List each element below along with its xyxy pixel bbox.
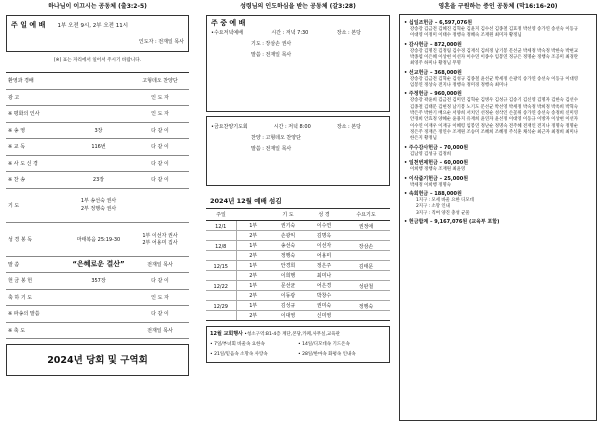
prayer-cell: 2부 xyxy=(236,311,270,321)
offering-names: 강송강 김명진 김정림 김수경 김재석 김희정 남기봉 문선균 박세정 박숙정 박한숙 박현교 박종엽 이은혜 이상현 이선자 이수연 이종수 임봉연 정규은 정명순 정행숙 조공미 최경란 최영주 하미나 황정님 무명 xyxy=(410,48,579,67)
service-time: 1부 오전 9시, 2부 오전 11시 xyxy=(57,23,129,29)
prayer-cell: 12/29 xyxy=(206,301,236,311)
offering-group: 1지구 : 모세 바울 요한 디모데 xyxy=(416,197,474,203)
fri-place: 장소 : 본당 xyxy=(336,124,361,130)
order-row xyxy=(6,122,189,139)
prayer-cell xyxy=(206,311,236,321)
prayer-cell xyxy=(206,291,236,301)
prayer-row xyxy=(206,251,390,261)
offering-heading: • 감사헌금 – 872,000원 xyxy=(404,41,462,48)
friday-service-box xyxy=(206,116,390,186)
wed-place: 장소 : 본당 xyxy=(336,30,361,36)
order-table xyxy=(6,72,189,339)
order-leader: 다 같 이 xyxy=(131,273,189,290)
order-item: 광 고 xyxy=(6,89,66,106)
service-title: 주 일 예 배 xyxy=(11,21,46,29)
order-leader: 인 도 자 xyxy=(131,289,189,306)
column-header: 성령님의 인도하심을 받는 공동체 (갈3:28) xyxy=(240,3,356,10)
order-item: 성 경 봉 독 xyxy=(6,222,66,256)
fri-time: 시간 : 저녁 8:00 xyxy=(273,124,311,130)
prayer-row xyxy=(206,311,390,321)
prayer-cell: 김명옥 xyxy=(306,231,342,241)
order-leader xyxy=(131,188,189,222)
prayer-cell: 손광익 xyxy=(270,231,306,241)
order-leader: 다 같 이 xyxy=(131,172,189,189)
standing-note: [※] 표는 자리에서 일어서 주시기 바랍니다. xyxy=(53,58,142,63)
events-cleaning: •청소구역:B1-4층 계단,본당,카페,사무실,교육관 xyxy=(244,332,340,337)
event-row xyxy=(210,340,386,350)
prayer-cell: 박창수 xyxy=(306,291,342,301)
order-item: ※ 축 도 xyxy=(6,322,66,339)
offering-names: 강송강 김금전 김혜진 김혁순 김윤지 김수선 김종철 김효정 박선영 송가연 송선숙 이동규 이대영 이정미 이태수 정행숙 정혜숙 조재원 최미자 황정님 xyxy=(410,27,579,39)
order-detail: 마태복음 25:19-30 xyxy=(66,222,131,256)
offering-list xyxy=(399,14,597,421)
prayer-cell xyxy=(342,291,390,301)
order-row xyxy=(6,188,189,222)
weekday-service-column xyxy=(206,0,390,363)
offering-names: 김남영 김성규 김정희 xyxy=(410,151,451,157)
fri-title: •금요찬양기도회 xyxy=(211,124,248,130)
wed-time: 시간 : 저녁 7:30 xyxy=(271,30,309,36)
service-leader: 인도자 : 전재일 목사 xyxy=(138,39,184,45)
prayer-cell: 권미숙 xyxy=(306,301,342,311)
order-item: 축 하 기 도 xyxy=(6,289,66,306)
weekday-title: 주 중 예 배 xyxy=(211,19,246,27)
prayer-cell xyxy=(342,251,390,261)
order-line: 2부 어용미 집사 xyxy=(142,240,178,246)
order-item: 기 도 xyxy=(6,188,66,222)
order-leader: 다 같 이 xyxy=(131,155,189,172)
order-leader: 전재일 목사 xyxy=(131,256,189,273)
prayer-cell: 송선숙 xyxy=(270,241,306,251)
order-detail: “은혜로운 결산” xyxy=(66,256,131,273)
prayer-cell: 문선균 xyxy=(270,281,306,291)
wednesday-service-box xyxy=(206,15,390,112)
wed-prayer: 기도 : 장삼손 권사 xyxy=(251,41,292,47)
column-header: 하나님이 이끄시는 공동체 (출3:2-5) xyxy=(48,3,147,10)
order-detail: 23장 xyxy=(66,172,131,189)
order-item: ※ 송 영 xyxy=(6,122,66,139)
offering-heading: • 십일조헌금 – 6,597,076원 xyxy=(404,20,473,26)
order-leader: 인 도 자 xyxy=(131,106,189,123)
order-line: 1부 이선자 권사 xyxy=(142,233,178,239)
order-row xyxy=(6,222,189,256)
sunday-service-box xyxy=(6,15,189,52)
prayer-cell: 2부 xyxy=(236,251,270,261)
order-row xyxy=(6,172,189,189)
order-detail xyxy=(66,306,131,323)
prayer-cell: 이대영 xyxy=(270,311,306,321)
prayer-cell: 2부 xyxy=(236,231,270,241)
order-row xyxy=(6,155,189,172)
fri-sermon: 말씀 : 전재일 목사 xyxy=(251,146,292,152)
prayer-cell: 어은경 xyxy=(306,281,342,291)
prayer-row xyxy=(206,241,390,251)
order-row xyxy=(6,306,189,323)
order-item: ※ 파송의 말씀 xyxy=(6,306,66,323)
offering-heading: • 선교헌금 – 368,000원 xyxy=(404,69,462,76)
order-item: 헌 금 봉 헌 xyxy=(6,273,66,290)
prayer-row xyxy=(206,301,390,311)
prayer-cell xyxy=(342,311,390,321)
order-item: ※ 교 독 xyxy=(6,139,66,156)
order-detail xyxy=(66,73,131,90)
order-row xyxy=(6,73,189,90)
order-item: 말 씀 xyxy=(6,256,66,273)
prayer-head-cell: 수요기도 xyxy=(342,209,390,221)
offering-heading: • 헌금합계 – 9,167,076원 (교육부 포함) xyxy=(404,218,500,225)
prayer-cell: 어용미 xyxy=(306,251,342,261)
prayer-table xyxy=(206,208,390,321)
prayer-head-cell: 주일 xyxy=(206,209,236,221)
order-detail xyxy=(66,188,131,222)
order-detail xyxy=(66,155,131,172)
prayer-cell: 이수연 xyxy=(306,221,342,231)
order-detail xyxy=(66,289,131,306)
order-detail xyxy=(66,89,131,106)
order-item: ※ 평화의 인사 xyxy=(6,106,66,123)
prayer-cell: 김성규 xyxy=(270,301,306,311)
prayer-cell: 신미영 xyxy=(306,311,342,321)
order-leader: 인 도 자 xyxy=(131,89,189,106)
motto-banner: 2024년 당회 및 구역회 xyxy=(6,344,189,376)
prayer-cell: 최미나 xyxy=(306,271,342,281)
prayer-cell: 12/8 xyxy=(206,241,236,251)
column-header: 영혼을 구원하는 증인 공동체 (막16:16-20) xyxy=(438,3,558,10)
order-row xyxy=(6,289,189,306)
order-leader xyxy=(131,222,189,256)
prayer-row xyxy=(206,261,390,271)
offering-group: 3지구 : 직여 양진 충성 균물 xyxy=(416,210,470,216)
order-leader: 다 같 이 xyxy=(131,122,189,139)
order-leader: 고형데오 찬양단 xyxy=(131,73,189,90)
prayer-cell: 이동광 xyxy=(270,291,306,301)
order-line: 1부 송선숙 권사 xyxy=(80,198,117,204)
prayer-cell xyxy=(206,271,236,281)
prayer-cell: 안경희 xyxy=(270,261,306,271)
prayer-section-title: 2024년 12월 예배 섬김 xyxy=(210,197,282,205)
event-item: • 7일/부녀회 바울속 요한속 xyxy=(210,342,265,347)
prayer-cell: 이희행 xyxy=(270,271,306,281)
prayer-row xyxy=(206,231,390,241)
prayer-cell xyxy=(342,231,390,241)
offering-column xyxy=(399,0,597,421)
offering-names: 박세정 이희행 정명숙 xyxy=(410,182,451,188)
prayer-row xyxy=(206,291,390,301)
prayer-cell: 2부 xyxy=(236,271,270,281)
order-row xyxy=(6,106,189,123)
order-line: 2부 정행숙 권사 xyxy=(80,206,117,212)
order-detail: 116번 xyxy=(66,139,131,156)
event-item: • 21일/믿음속 소망속 사랑속 xyxy=(210,352,268,357)
order-leader: 전재일 목사 xyxy=(131,322,189,339)
prayer-cell xyxy=(206,231,236,241)
prayer-head-cell: 기 도 xyxy=(270,209,306,221)
event-item: • 14일/디모데속 기드온속 xyxy=(298,342,350,347)
event-item: • 28일/한마속 화평속 인내속 xyxy=(298,352,356,357)
prayer-cell: 12/1 xyxy=(206,221,236,231)
prayer-row xyxy=(206,271,390,281)
order-row xyxy=(6,322,189,339)
offering-group: 2지구 : 소망 인내 xyxy=(416,204,450,210)
order-item: 환영과 경배 xyxy=(6,73,66,90)
prayer-row xyxy=(206,221,390,231)
prayer-cell: 권기숙 xyxy=(270,221,306,231)
prayer-cell: 장삼손 xyxy=(342,241,390,251)
order-detail xyxy=(66,322,131,339)
prayer-cell xyxy=(206,251,236,261)
offering-heading: • 속회헌금 – 188,000원 xyxy=(404,190,462,197)
order-of-worship-column xyxy=(6,0,189,376)
order-item: ※ 찬 송 xyxy=(6,172,66,189)
wed-sermon: 말씀 : 전재일 목사 xyxy=(251,52,292,58)
prayer-cell xyxy=(342,271,390,281)
fri-praise: 찬양 : 고형데오 찬양단 xyxy=(251,135,301,141)
events-title: 12월 교회행사 xyxy=(210,331,243,337)
order-row xyxy=(6,139,189,156)
prayer-cell: 1부 xyxy=(236,241,270,251)
prayer-cell: 성판철 xyxy=(342,281,390,291)
order-detail xyxy=(66,106,131,123)
prayer-cell: 정은주 xyxy=(306,261,342,271)
prayer-cell: 정행숙 xyxy=(270,251,306,261)
prayer-cell: 1부 xyxy=(236,261,270,271)
prayer-cell: 권정애 xyxy=(342,221,390,231)
order-row xyxy=(6,273,189,290)
offering-heading: • 주정헌금 – 960,000원 xyxy=(404,91,462,98)
prayer-cell: 2부 xyxy=(236,291,270,301)
prayer-head-cell xyxy=(236,209,270,221)
prayer-cell: 정행숙 xyxy=(342,301,390,311)
offering-names: 강송강 김금전 김혁순 김성규 김종철 윤선균 박세정 손광익 송가연 송선숙 이동규 이대영 임봉연 정상숙 전지나 정행숙 정미경 정행숙 최미나 xyxy=(410,76,579,89)
prayer-cell: 12/15 xyxy=(206,261,236,271)
offering-names: 강송강 곽윤희 김금전 김미연 김혁순 김병우 김성규 김송기 김신영 김명자 김한숙 김선수 김종철 김태문 김현정 남기봉 노기도 문선균 박선영 박세정 박숙정 박희정 박옥희 박혁숙 박은주 박한기 배요순 서양희 서치인 선정순 성삭인 손꽃위 송가연 송선숙 송정희 신미영 안경희 안효정 양혜순 윤용지 유재희 윤연자 윤선정 이대영 이동규 이방자 이상현 이선자 이수연 이재우 이재규 이혜령 임봉연 정난순 정명숙 전주혜 전재인 전지나 정명숙 정명순 정은주 정재은 정연수 조재원 조승미 조혜희 조혜정 주석훈 채석순 최근자 최정희 최미나 한은지 황정님 xyxy=(410,98,579,142)
event-row xyxy=(210,350,386,360)
order-row xyxy=(6,256,189,273)
wed-title: •수요저녁예배 xyxy=(211,30,243,36)
order-item: ※ 사 도 신 경 xyxy=(6,155,66,172)
prayer-cell: 12/22 xyxy=(206,281,236,291)
offering-heading: • 일천번제헌금 – 60,000원 xyxy=(404,160,469,167)
prayer-cell: 김태문 xyxy=(342,261,390,271)
order-leader: 다 같 이 xyxy=(131,139,189,156)
prayer-head-cell: 성 경 xyxy=(306,209,342,221)
offering-heading: • 이삭줍기헌금 – 25,000원 xyxy=(404,175,469,182)
order-detail: 3장 xyxy=(66,122,131,139)
prayer-cell: 1부 xyxy=(236,301,270,311)
prayer-cell: 1부 xyxy=(236,281,270,291)
offering-heading: • 주수감사헌금 – 70,000원 xyxy=(404,144,469,151)
prayer-row xyxy=(206,281,390,291)
order-detail: 357장 xyxy=(66,273,131,290)
prayer-cell: 1부 xyxy=(236,221,270,231)
order-leader: 다 같 이 xyxy=(131,306,189,323)
order-row xyxy=(6,89,189,106)
church-events-box xyxy=(206,326,390,363)
prayer-cell: 이선자 xyxy=(306,241,342,251)
offering-names: 이희행 정행숙 조재원 최윤영 xyxy=(410,167,466,173)
